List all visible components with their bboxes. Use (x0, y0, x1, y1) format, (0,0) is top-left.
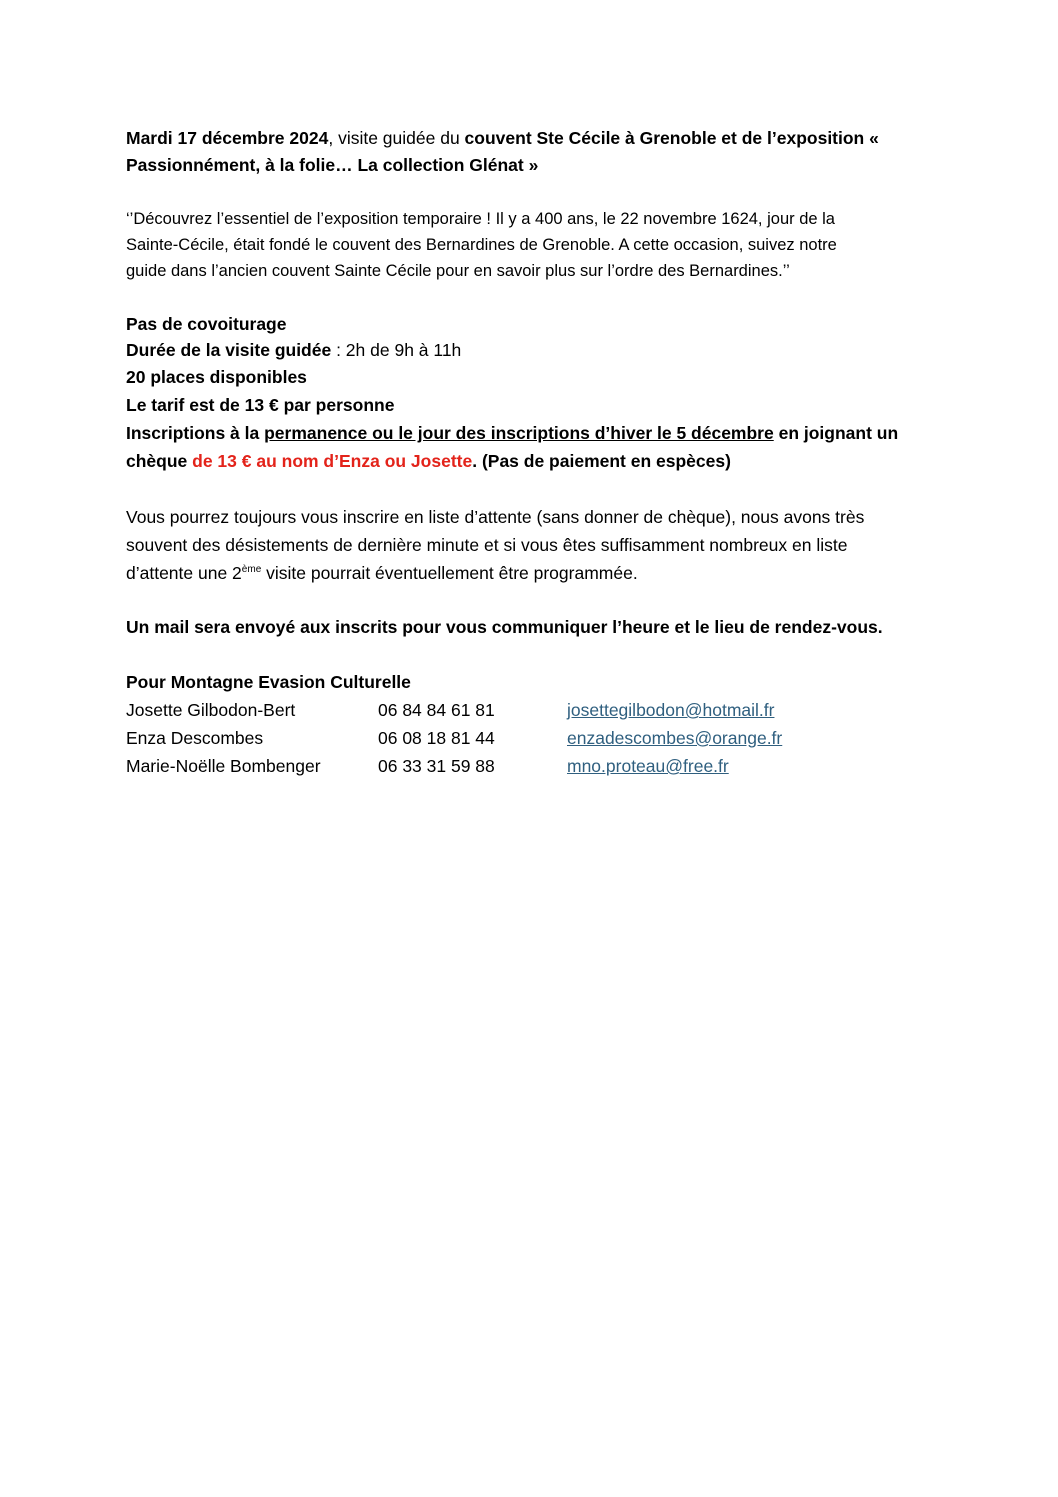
event-quote (126, 206, 938, 284)
contact-name: Marie-Noëlle Bombenger (126, 756, 321, 776)
tarif-line: Le tarif est de 13 € par personne (126, 395, 395, 415)
quote-line-3: guide dans l’ancien couvent Sainte Cécile pour en savoir plus sur l’ordre des Bernardines.’’ (126, 262, 790, 280)
contact-row (126, 752, 938, 780)
contact-email-link[interactable]: josettegilbodon@hotmail.fr (567, 700, 775, 720)
covoiturage-line: Pas de covoiturage (126, 314, 287, 334)
inscription-text-a: Inscriptions à la (126, 423, 265, 443)
contact-phone: 06 08 18 81 44 (378, 728, 495, 748)
attente-line-2: souvent des désistements de dernière minute et si vous êtes suffisamment nombreux en liste (126, 535, 848, 555)
mail-notice (126, 614, 938, 641)
heading-text-2: couvent Ste Cécile à Grenoble et de (464, 128, 768, 148)
event-date: Mardi 17 décembre 2024 (126, 128, 329, 148)
inscription-red-amount: de 13 € au nom d’Enza ou Josette (192, 451, 473, 471)
contacts-block (126, 668, 938, 780)
contact-name: Josette Gilbodon-Bert (126, 700, 296, 720)
heading-text-1: , visite guidée du (328, 128, 465, 148)
places-line: 20 places disponibles (126, 367, 307, 387)
attente-superscript: ème (241, 564, 262, 576)
attente-paragraph (126, 503, 938, 587)
attente-line-3b: visite pourrait éventuellement être programmée. (261, 563, 638, 583)
inscription-text-b: en joignant un (773, 423, 899, 443)
contact-row (126, 696, 938, 724)
contact-name: Enza Descombes (126, 728, 264, 748)
contact-row (126, 724, 938, 752)
contacts-title: Pour Montagne Evasion Culturelle (126, 672, 411, 692)
quote-line-1: ‘’Découvrez l’essentiel de l’exposition temporaire ! Il y a 400 ans, le 22 novembre 1624, jour de la (126, 210, 835, 228)
quote-line-2: Sainte-Cécile, était fondé le couvent des Bernardines de Grenoble. A cette occasion, suivez notre (126, 236, 837, 254)
heading-text-3: l’exposition « (767, 128, 879, 148)
attente-line-3a: d’attente une 2 (126, 563, 242, 583)
mail-notice-text: Un mail sera envoyé aux inscrits pour vous communiquer l’heure et le lieu de rendez-vous. (126, 617, 883, 637)
duree-label: Durée de la visite guidée (126, 340, 332, 360)
contact-phone: 06 84 84 61 81 (378, 700, 495, 720)
attente-line-1: Vous pourrez toujours vous inscrire en liste d’attente (sans donner de chèque), nous avons très (126, 507, 865, 527)
heading-text-4: Passionnément, à la folie… La collection Glénat » (126, 155, 539, 175)
contact-email-link[interactable]: mno.proteau@free.fr (567, 756, 729, 776)
inscription-text-c: chèque (126, 451, 193, 471)
event-info (126, 311, 938, 475)
duree-value: : 2h de 9h à 11h (331, 340, 462, 360)
event-heading (126, 125, 938, 179)
document-page (126, 125, 938, 780)
inscription-text-d: . (Pas de paiement en espèces) (472, 451, 731, 471)
contact-email-link[interactable]: enzadescombes@orange.fr (567, 728, 783, 748)
inscription-underlined: permanence ou le jour des inscriptions d’hiver le 5 décembre (264, 423, 774, 443)
contact-phone: 06 33 31 59 88 (378, 756, 495, 776)
